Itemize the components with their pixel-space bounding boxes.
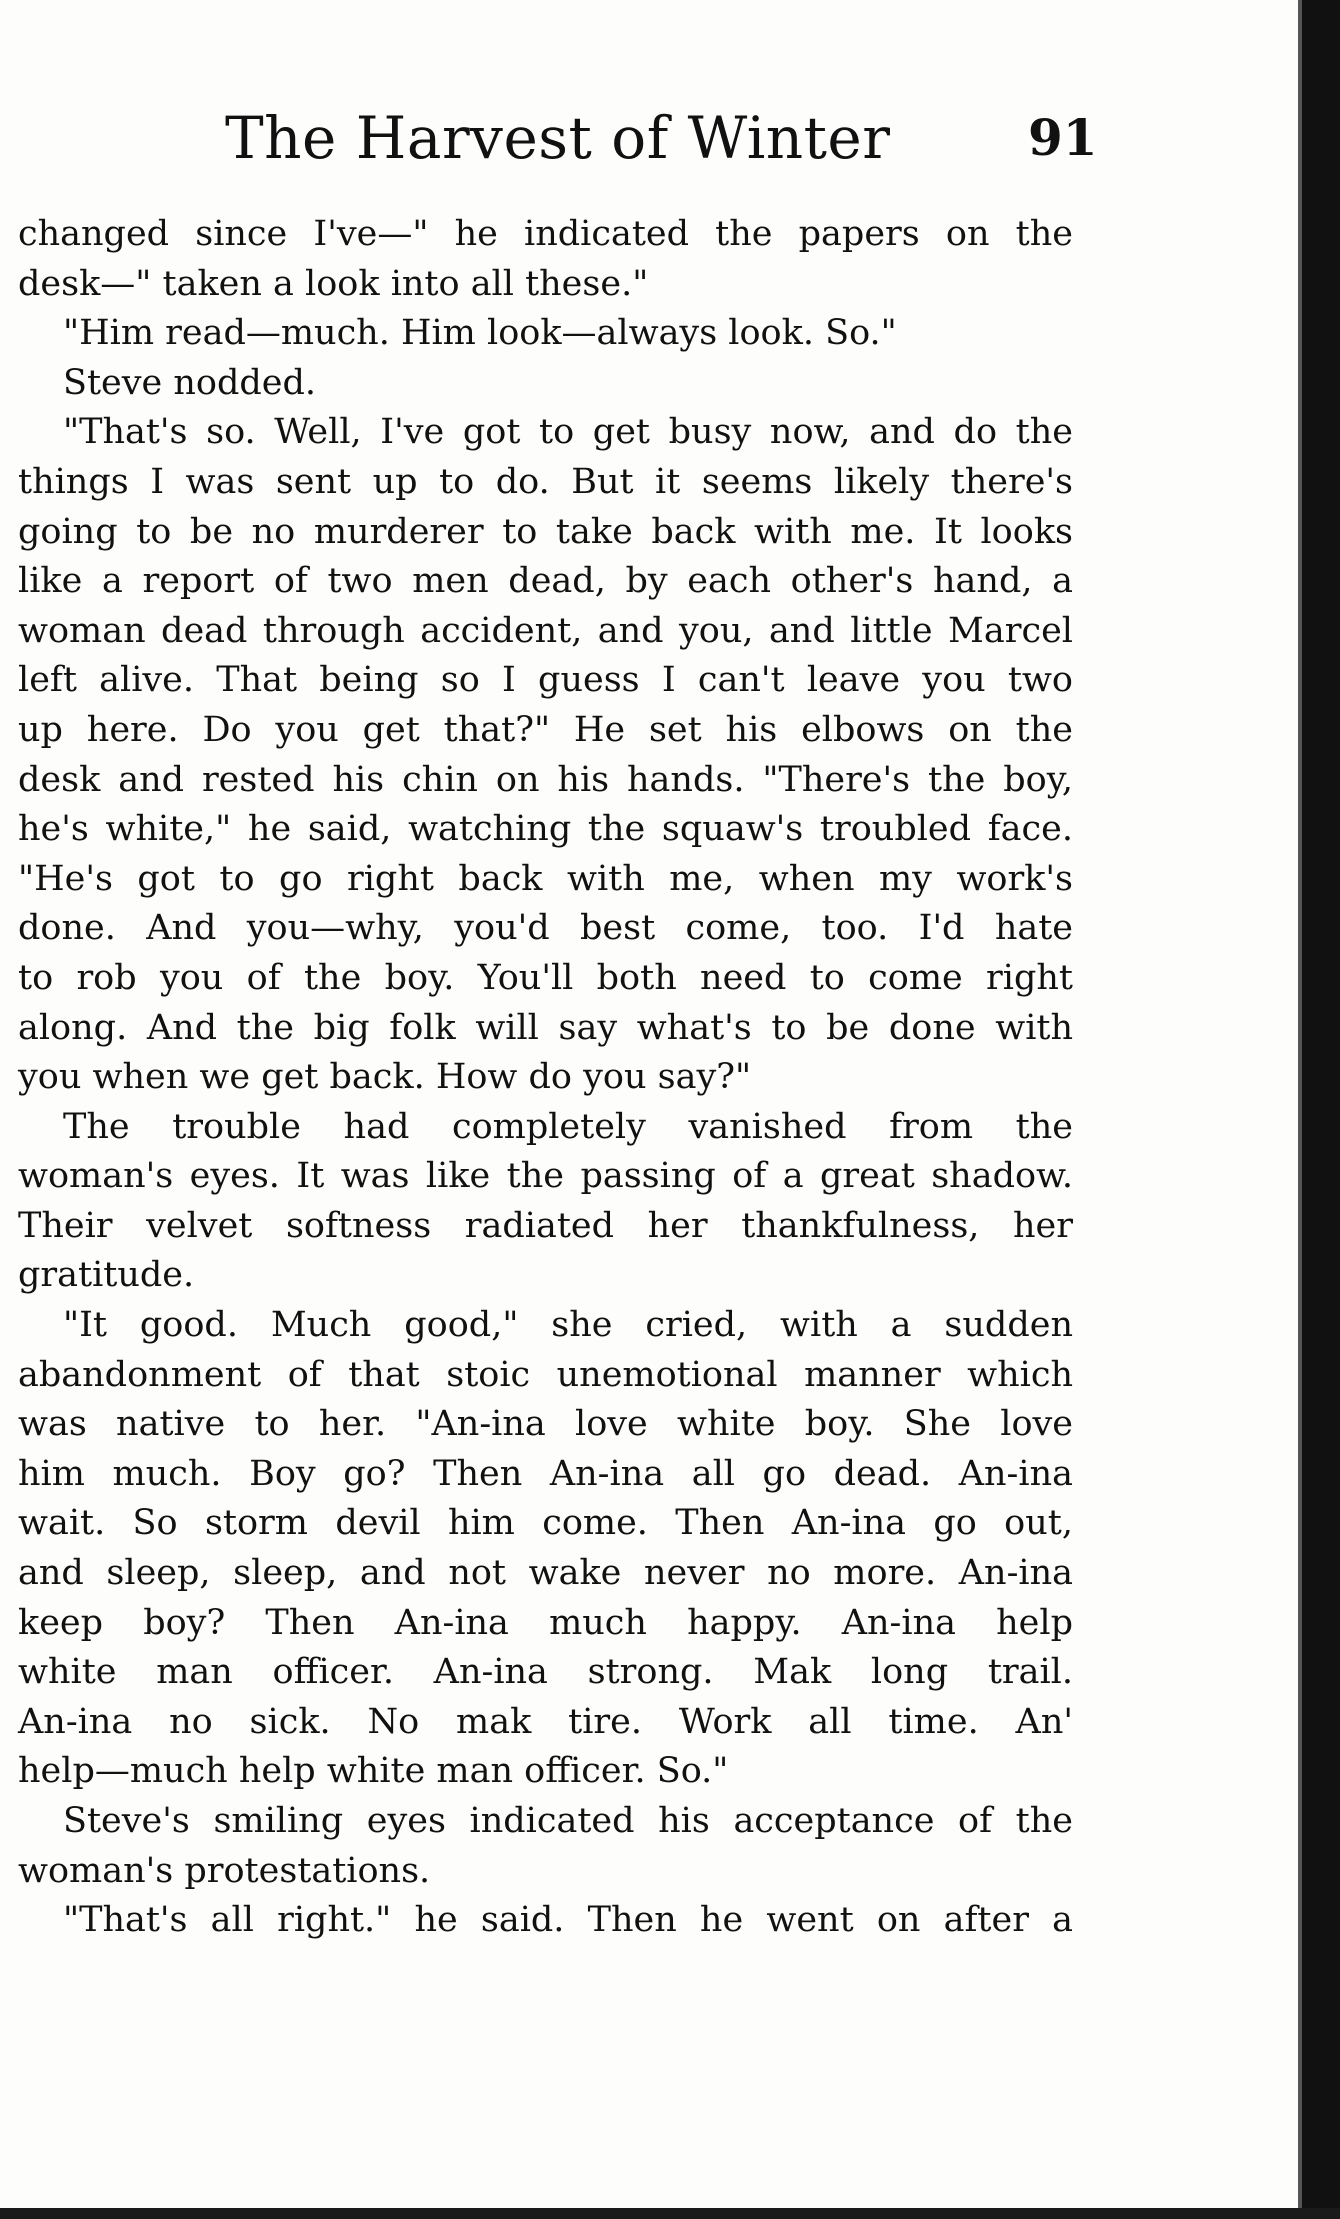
text-line: changed since I've—" he indicated the papers on the — [18, 214, 1073, 254]
text-line: along. And the big folk will say what's to be done with — [18, 1007, 1073, 1048]
text-line: An-ina no sick. No mak tire. Work all time. An' — [18, 1701, 1073, 1742]
text-line: desk and rested his chin on his hands. "There's the boy, — [18, 759, 1073, 800]
text-line: Their velvet softness radiated her thankfulness, her — [18, 1205, 1073, 1246]
running-title: The Harvest of Winter — [225, 104, 891, 172]
text-line: keep boy? Then An-ina much happy. An-ina help — [18, 1602, 1073, 1643]
text-line: you when we get back. How do you say?" — [18, 1057, 752, 1098]
text-line: to rob you of the boy. You'll both need to come right — [18, 957, 1073, 998]
text-line: Steve nodded. — [63, 362, 317, 403]
text-line: woman's protestations. — [18, 1850, 431, 1891]
text-line: he's white," he said, watching the squaw's troubled face. — [18, 809, 1073, 850]
text-line: "That's all right." he said. Then he went on after a — [63, 1900, 1073, 1941]
text-line: things I was sent up to do. But it seems likely there's — [18, 461, 1073, 502]
text-line: white man officer. An-ina strong. Mak long trail. — [18, 1652, 1073, 1693]
text-line: woman's eyes. It was like the passing of a great shadow. — [18, 1156, 1073, 1197]
text-line: desk—" taken a look into all these." — [18, 263, 649, 304]
text-line: gratitude. — [18, 1255, 195, 1296]
body-text — [18, 210, 1073, 1946]
text-line: and sleep, sleep, and not wake never no more. An-ina — [18, 1553, 1073, 1594]
page-edge-right — [1302, 0, 1340, 2219]
text-line: left alive. That being so I guess I can't leave you two — [18, 660, 1073, 701]
text-line: help—much help white man officer. So." — [18, 1751, 729, 1792]
text-line: going to be no murderer to take back with me. It looks — [18, 511, 1073, 552]
text-line: was native to her. "An-ina love white boy. She love — [18, 1404, 1073, 1445]
text-line: Steve's smiling eyes indicated his acceptance of the — [63, 1801, 1073, 1841]
page-edge-bottom — [0, 2208, 1340, 2219]
page-number: 91 — [1028, 108, 1098, 167]
text-line: woman dead through accident, and you, and little Marcel — [18, 610, 1073, 651]
text-line: up here. Do you get that?" He set his elbows on the — [18, 709, 1073, 750]
text-line: "He's got to go right back with me, when my work's — [18, 858, 1073, 899]
text-line: done. And you—why, you'd best come, too. I'd hate — [18, 908, 1073, 949]
text-line: like a report of two men dead, by each other's hand, a — [18, 561, 1073, 602]
text-line: "That's so. Well, I've got to get busy now, and do the — [63, 412, 1073, 453]
text-line: wait. So storm devil him come. Then An-ina go out, — [18, 1503, 1073, 1544]
text-line: The trouble had completely vanished from the — [63, 1106, 1073, 1147]
text-line: him much. Boy go? Then An-ina all go dead. An-ina — [18, 1453, 1073, 1494]
text-line: "Him read—much. Him look—always look. So." — [63, 313, 897, 354]
text-line: abandonment of that stoic unemotional manner which — [18, 1354, 1073, 1395]
page-header — [0, 98, 1300, 178]
text-line: "It good. Much good," she cried, with a sudden — [63, 1305, 1073, 1346]
